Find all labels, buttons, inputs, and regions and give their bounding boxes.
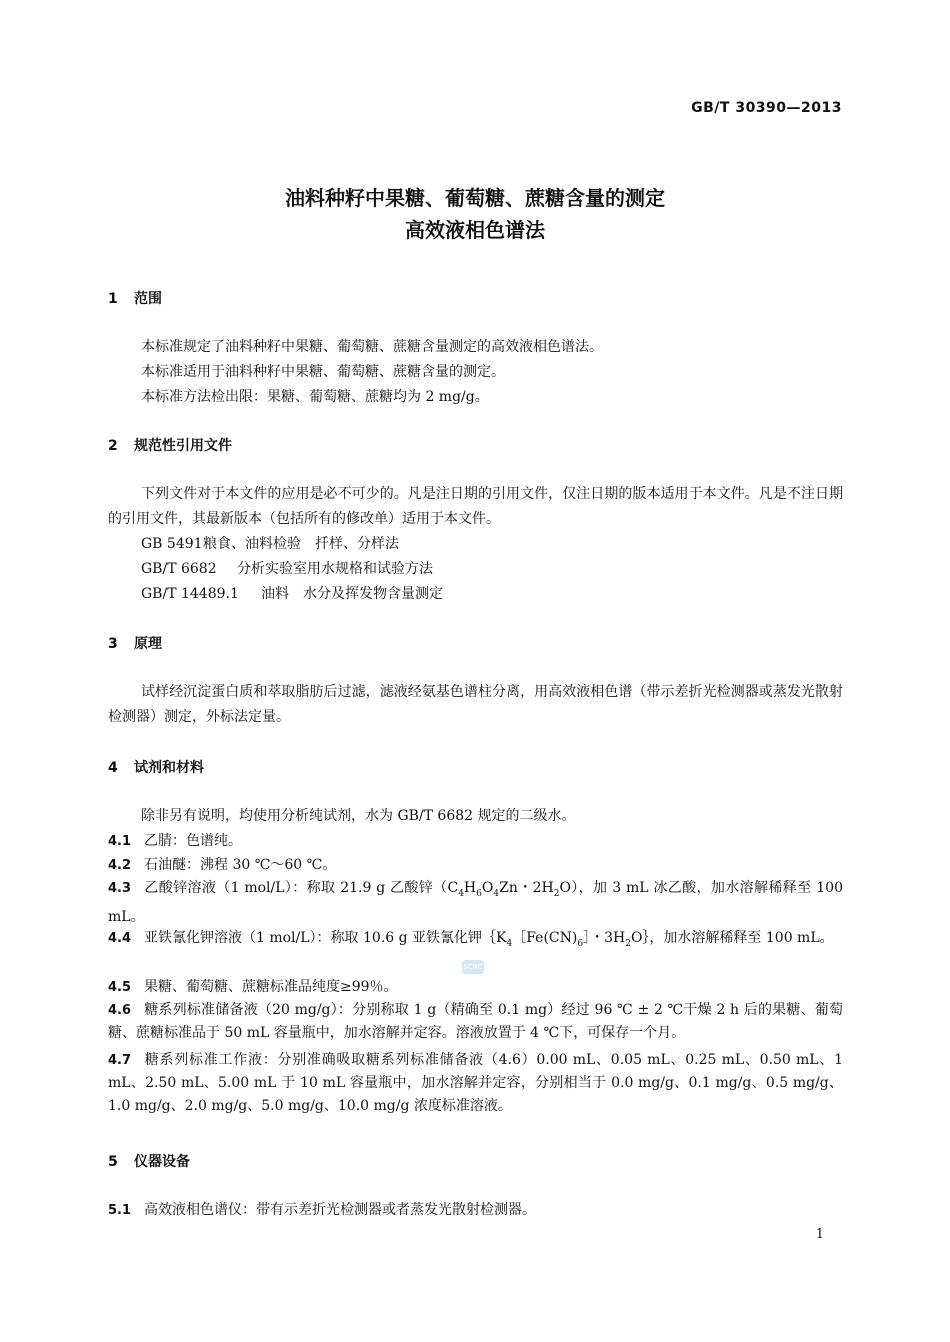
item-number: 5.1 [108,1203,132,1218]
section-2-heading [108,435,232,455]
reference-name: 分析实验室用水规格和试验方法 [237,561,433,577]
section-1-heading [108,288,162,308]
list-item [108,1049,843,1118]
paragraph: 本标准方法检出限：果糖、葡萄糖、蔗糖均为 2 mg/g。 [141,389,489,405]
section-4-heading [108,757,204,777]
item-text: 糖系列标准工作液：分别准确吸取糖系列标准储备液（4.6）0.00 mL、0.05 mL、0.25 mL、0.50 mL、1 mL、2.50 mL、5.00 mL 于 10 mL 容量瓶中，加水溶解并定容，分别相当于 0.0 mg/g、0.1 mg/g、0.5 mg/g、1.0 mg/g、2.0 mg/g、5.0 mg/g、10.0 mg/g 浓度标准溶液。 [108,1052,843,1114]
reference-code: GB/T 6682 [141,561,217,577]
reference-item [141,558,433,578]
list-item [108,976,398,996]
section-5-heading [108,1151,190,1171]
item-number: 4.5 [108,980,132,995]
document-subtitle: 高效液相色谱法 [405,218,545,242]
item-number: 4.4 [108,931,132,946]
list-item [108,877,843,929]
paragraph: 本标准适用于油料种籽中果糖、葡萄糖、蔗糖含量的测定。 [141,364,505,380]
paragraph: 本标准规定了油料种籽中果糖、葡萄糖、蔗糖含量测定的高效液相色谱法。 [141,339,603,355]
document-title: 油料种籽中果糖、葡萄糖、蔗糖含量的测定 [285,186,665,210]
item-text: 乙腈：色谱纯。 [144,833,242,849]
list-item [108,854,336,874]
item-number: 4.3 [108,881,132,896]
section-title: 仪器设备 [134,1154,190,1170]
section-title: 规范性引用文件 [134,438,232,454]
item-number: 4.2 [108,858,132,873]
reference-name: 粮食、油料检验 扦样、分样法 [203,536,399,552]
section-number: 1 [108,291,118,307]
reference-code: GB 5491 [141,536,203,552]
item-number: 4.1 [108,834,132,849]
item-text: 果糖、葡萄糖、蔗糖标准品纯度≥99％。 [144,979,398,995]
section-title: 试剂和材料 [134,760,204,776]
reference-item [141,533,399,553]
section-number: 4 [108,760,118,776]
item-number: 4.7 [108,1053,132,1068]
paragraph: 下列文件对于本文件的应用是必不可少的。凡是注日期的引用文件，仅注日期的版本适用于本文件。凡是不注日期的引用文件，其最新版本（包括所有的修改单）适用于本文件。 [108,486,843,527]
item-text: 亚铁氰化钾溶液（1 mol/L）：称取 10.6 g 亚铁氰化钾$\{K_4[Fe(CN)_6]$・$3H_2O\}$，加水溶解稀释至 100 mL。 [144,930,834,949]
reference-code: GB/T 14489.1 [141,586,239,602]
item-number: 4.6 [108,1003,132,1018]
page-number: 1 [815,1227,824,1242]
section-3-heading [108,633,162,653]
paragraph: 试样经沉淀蛋白质和萃取脂肪后过滤，滤液经氨基色谱柱分离，用高效液相色谱（带示差折光检测器或蒸发光散射检测器）测定，外标法定量。 [108,684,843,725]
section-number: 2 [108,438,118,454]
standard-number: GB/T 30390—2013 [691,100,842,116]
section-number: 5 [108,1154,118,1170]
item-text: 乙酸锌溶液（1 mol/L）：称取 21.9 g 乙酸锌（$C_4H_6O_4Zn$・$2H_2O$），加 3 mL 冰乙酸，加水溶解稀释至 100 mL。 [108,880,843,925]
item-text: 石油醚：沸程 30 ℃～60 ℃。 [144,857,337,873]
paragraph: 除非另有说明，均使用分析纯试剂，水为 GB/T 6682 规定的二级水。 [141,808,576,824]
list-item [108,999,843,1045]
list-item [108,927,843,956]
section-title: 范围 [134,291,162,307]
item-text: 糖系列标准储备液（20 mg/g）：分别称取 1 g（精确至 0.1 mg）经过 96 ℃ ± 2 ℃干燥 2 h 后的果糖、葡萄糖、蔗糖标准品于 50 mL 容量瓶中，加水溶解并定容。溶液放置于 4 ℃下，可保存一个月。 [108,1002,843,1041]
section-number: 3 [108,636,118,652]
list-item [108,830,242,850]
watermark-logo: SCNC [462,960,484,974]
reference-name: 油料 水分及挥发物含量测定 [261,586,443,602]
item-text: 高效液相色谱仪：带有示差折光检测器或者蒸发光散射检测器。 [144,1202,536,1218]
list-item [108,1199,536,1219]
section-title: 原理 [134,636,162,652]
reference-item [141,583,443,603]
